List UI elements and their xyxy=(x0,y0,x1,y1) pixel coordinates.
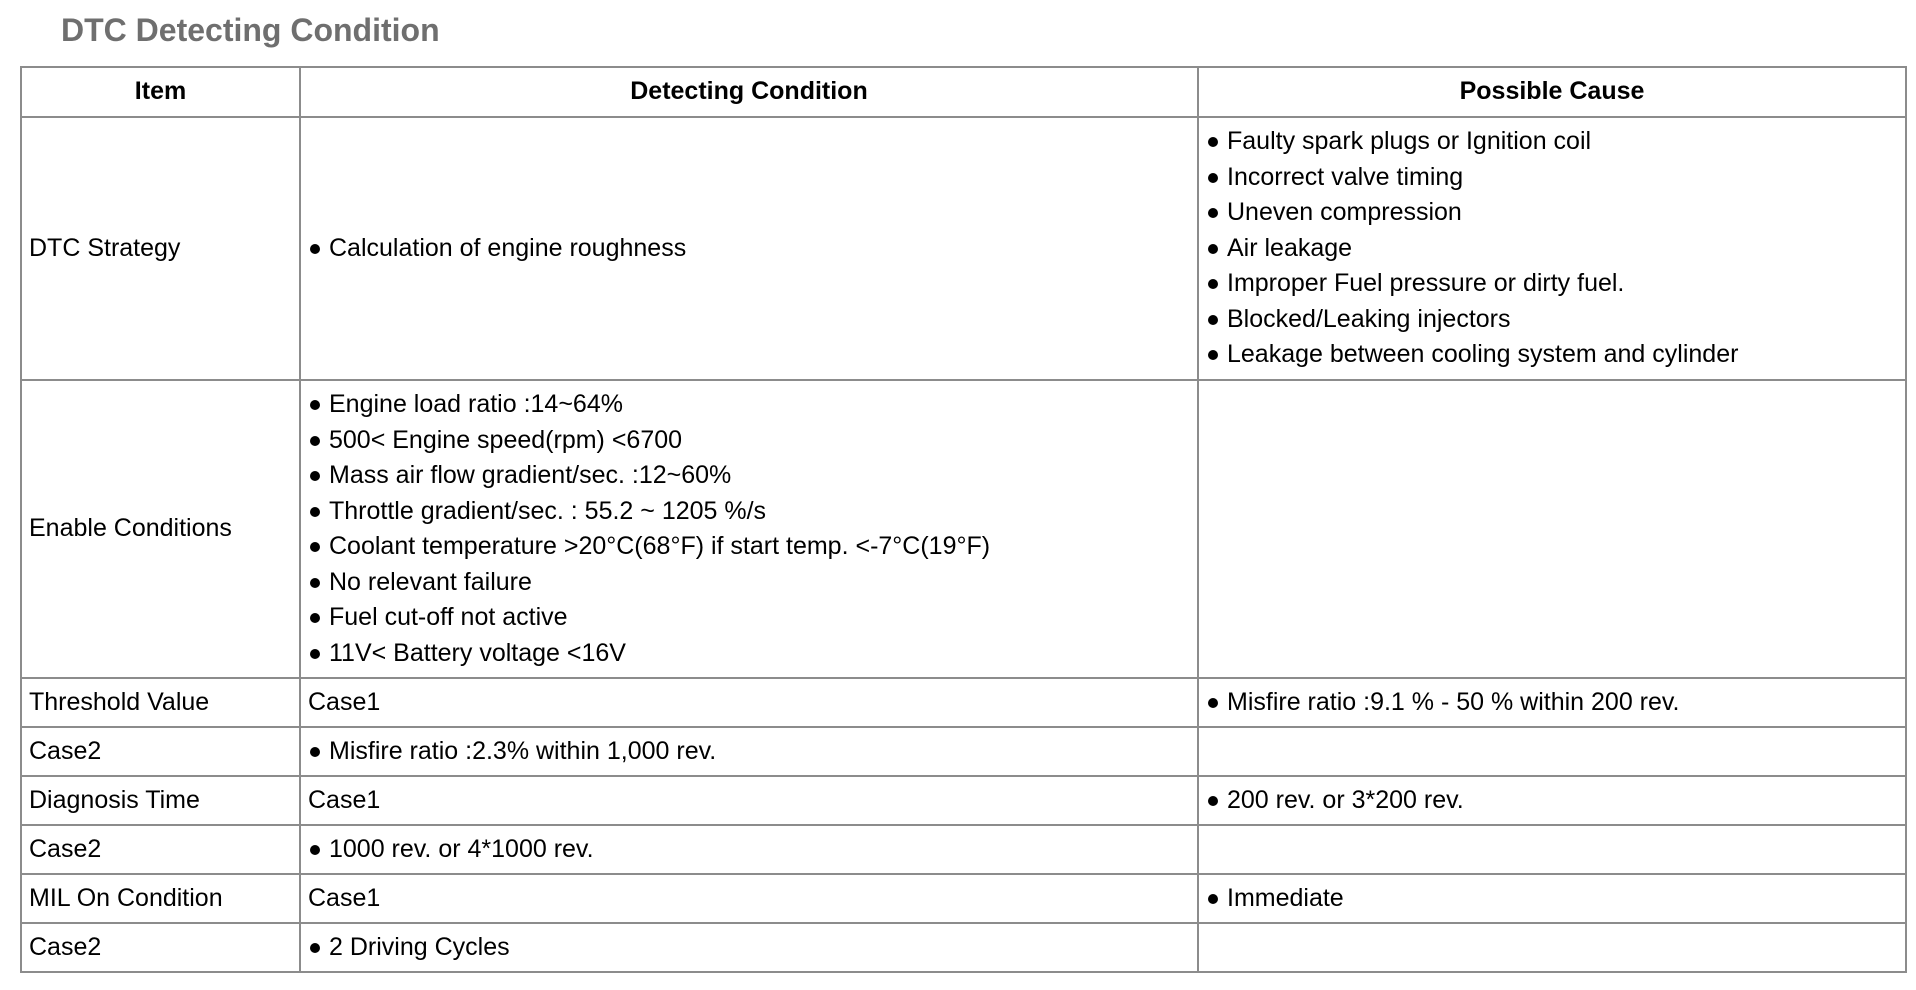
cause-bullet: Improper Fuel pressure or dirty fuel. xyxy=(1206,266,1898,302)
cause-cell xyxy=(1198,923,1906,972)
condition-bullet: Throttle gradient/sec. : 55.2 ~ 1205 %/s xyxy=(308,494,1190,530)
condition-bullet: No relevant failure xyxy=(308,565,1190,601)
header-item: Item xyxy=(21,67,300,117)
table-header-row xyxy=(21,67,1906,117)
table-row-diagnosis-case2 xyxy=(21,825,1906,874)
table-row-mil-on-condition xyxy=(21,874,1906,923)
item-cell: DTC Strategy xyxy=(21,117,300,380)
condition-bullet: 2 Driving Cycles xyxy=(308,930,1190,966)
condition-cell: Case1 xyxy=(300,776,1198,825)
item-cell: Case2 xyxy=(21,727,300,776)
condition-cell xyxy=(300,923,1198,972)
item-cell: MIL On Condition xyxy=(21,874,300,923)
cause-bullet: Incorrect valve timing xyxy=(1206,160,1898,196)
cause-list xyxy=(1206,783,1898,819)
condition-cell: Case1 xyxy=(300,678,1198,727)
page-title: DTC Detecting Condition xyxy=(61,12,440,48)
item-cell: Diagnosis Time xyxy=(21,776,300,825)
condition-bullet: Engine load ratio :14~64% xyxy=(308,387,1190,423)
item-cell: Case2 xyxy=(21,923,300,972)
cause-list xyxy=(1206,124,1898,373)
cause-cell xyxy=(1198,825,1906,874)
cause-bullet: 200 rev. or 3*200 rev. xyxy=(1206,783,1898,819)
condition-list xyxy=(308,832,1190,868)
condition-bullet: 11V< Battery voltage <16V xyxy=(308,636,1190,672)
cause-bullet: Air leakage xyxy=(1206,231,1898,267)
header-possible-cause: Possible Cause xyxy=(1198,67,1906,117)
cause-bullet: Blocked/Leaking injectors xyxy=(1206,302,1898,338)
condition-bullet: 500< Engine speed(rpm) <6700 xyxy=(308,423,1190,459)
table-row-diagnosis-time xyxy=(21,776,1906,825)
table-row-enable-conditions xyxy=(21,380,1906,678)
cause-cell xyxy=(1198,117,1906,380)
condition-list xyxy=(308,734,1190,770)
condition-cell xyxy=(300,117,1198,380)
cause-list xyxy=(1206,685,1898,721)
condition-cell xyxy=(300,727,1198,776)
table-row-dtc-strategy xyxy=(21,117,1906,380)
condition-bullet: Coolant temperature >20°C(68°F) if start temp. <-7°C(19°F) xyxy=(308,529,1190,565)
condition-list xyxy=(308,930,1190,966)
cause-cell xyxy=(1198,776,1906,825)
condition-bullet: Calculation of engine roughness xyxy=(308,231,1190,267)
item-cell: Case2 xyxy=(21,825,300,874)
cause-cell xyxy=(1198,874,1906,923)
table-row-threshold-case2 xyxy=(21,727,1906,776)
cause-bullet: Misfire ratio :9.1 % - 50 % within 200 rev. xyxy=(1206,685,1898,721)
cause-bullet: Leakage between cooling system and cylinder xyxy=(1206,337,1898,373)
cause-bullet: Uneven compression xyxy=(1206,195,1898,231)
cause-cell xyxy=(1198,727,1906,776)
condition-cell xyxy=(300,380,1198,678)
condition-bullet: Mass air flow gradient/sec. :12~60% xyxy=(308,458,1190,494)
item-cell: Threshold Value xyxy=(21,678,300,727)
cause-cell xyxy=(1198,380,1906,678)
condition-cell xyxy=(300,825,1198,874)
condition-bullet: Misfire ratio :2.3% within 1,000 rev. xyxy=(308,734,1190,770)
dtc-detecting-condition-table xyxy=(20,66,1907,973)
condition-bullet: 1000 rev. or 4*1000 rev. xyxy=(308,832,1190,868)
condition-cell: Case1 xyxy=(300,874,1198,923)
cause-cell xyxy=(1198,678,1906,727)
cause-bullet: Immediate xyxy=(1206,881,1898,917)
item-cell: Enable Conditions xyxy=(21,380,300,678)
table-row-threshold-value xyxy=(21,678,1906,727)
header-detecting-condition: Detecting Condition xyxy=(300,67,1198,117)
condition-list xyxy=(308,387,1190,671)
cause-list xyxy=(1206,881,1898,917)
condition-list xyxy=(308,231,1190,267)
cause-bullet: Faulty spark plugs or Ignition coil xyxy=(1206,124,1898,160)
condition-bullet: Fuel cut-off not active xyxy=(308,600,1190,636)
table-row-mil-case2 xyxy=(21,923,1906,972)
